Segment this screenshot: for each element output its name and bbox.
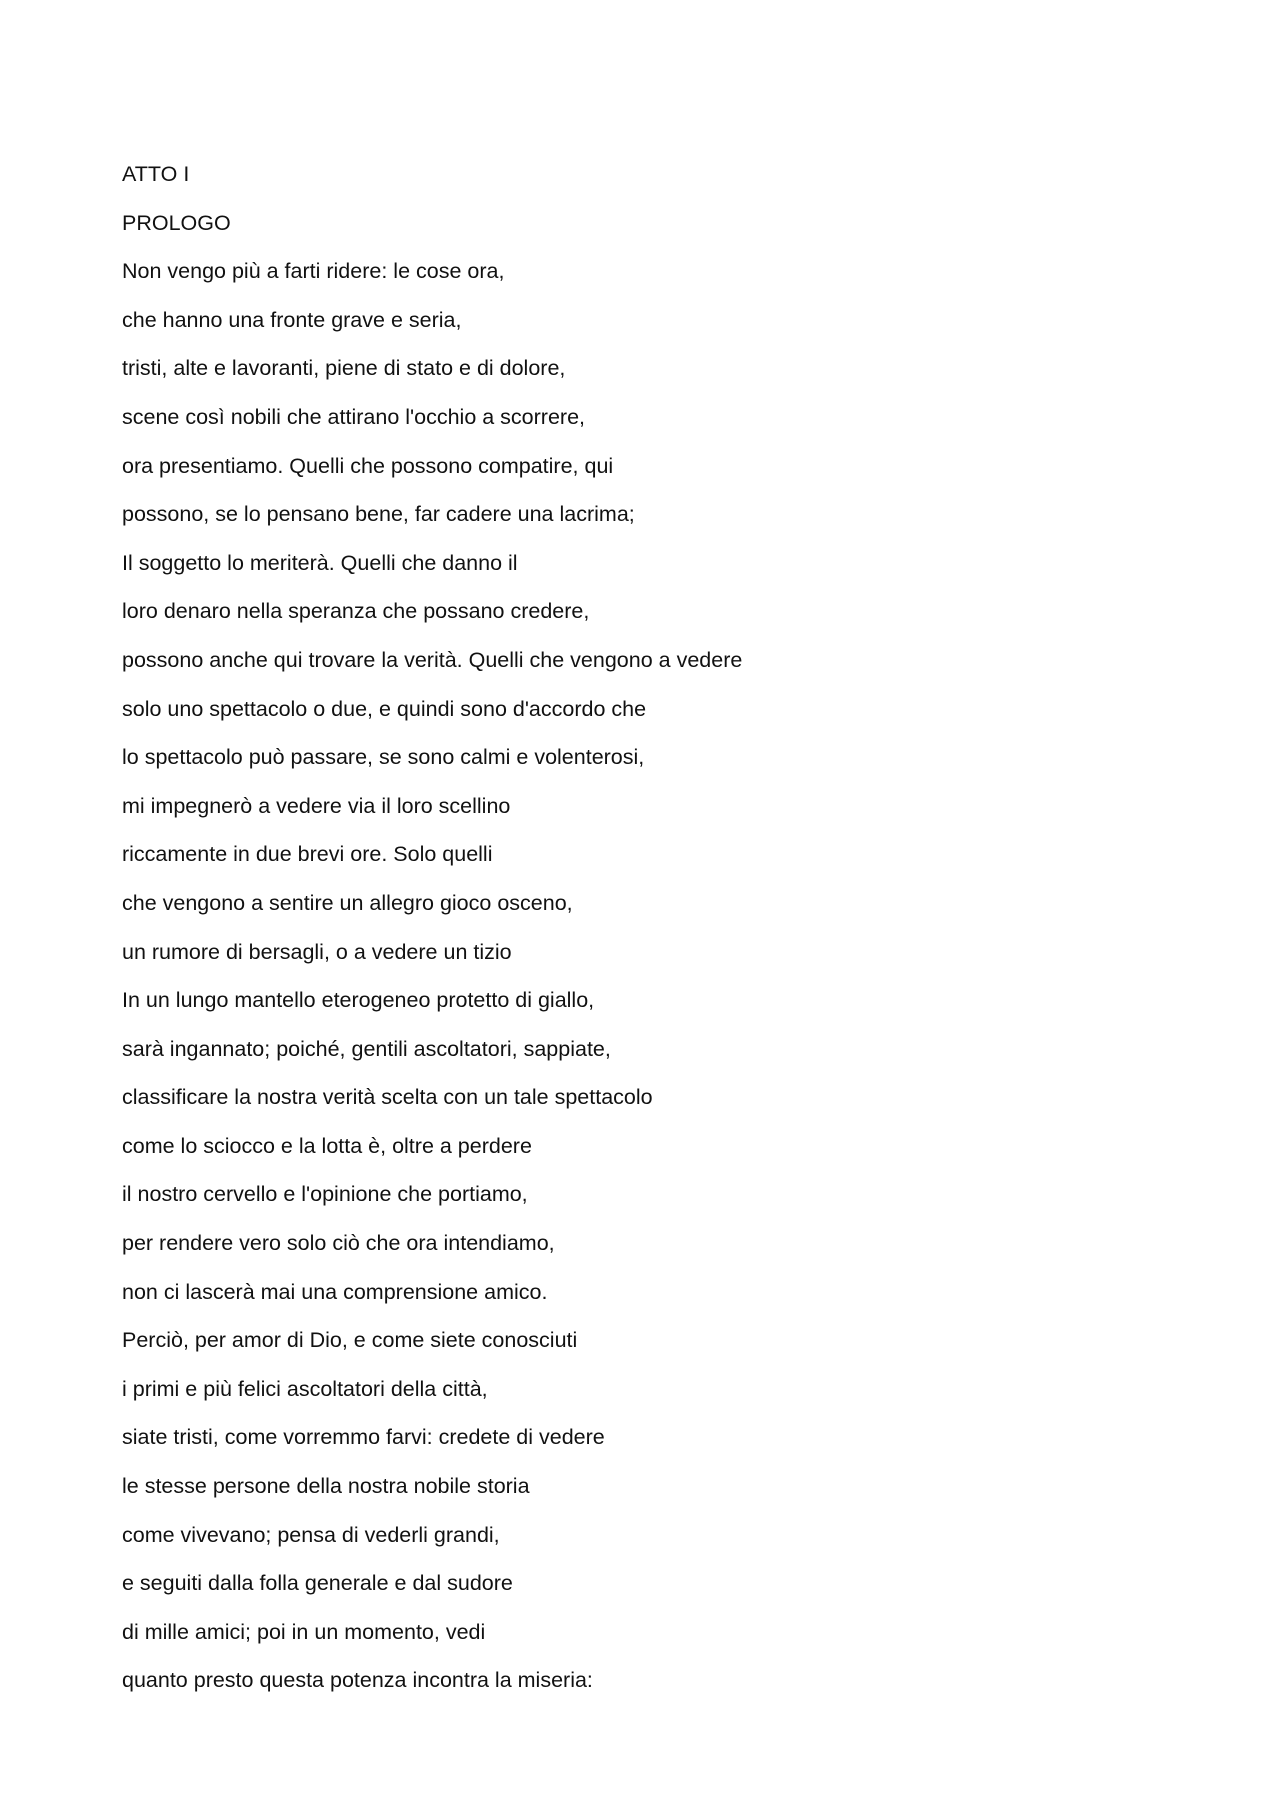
verse-line: Non vengo più a farti ridere: le cose ora, xyxy=(122,259,505,284)
verse-line: quanto presto questa potenza incontra la miseria: xyxy=(122,1668,593,1693)
verse-line: come vivevano; pensa di vederli grandi, xyxy=(122,1522,500,1547)
verse-line: che hanno una fronte grave e seria, xyxy=(122,307,462,332)
verse-line: Perciò, per amor di Dio, e come siete conosciuti xyxy=(122,1328,578,1353)
verse-line: possono anche qui trovare la verità. Quelli che vengono a vedere xyxy=(122,647,743,672)
verse-line: di mille amici; poi in un momento, vedi xyxy=(122,1619,486,1644)
verse-line: ora presentiamo. Quelli che possono compatire, qui xyxy=(122,453,614,478)
verse-line: loro denaro nella speranza che possano credere, xyxy=(122,599,590,624)
verse-line: scene così nobili che attirano l'occhio a scorrere, xyxy=(122,404,586,429)
act-heading: ATTO I xyxy=(122,162,190,186)
verse-line: solo uno spettacolo o due, e quindi sono d'accordo che xyxy=(122,696,647,721)
verse-line: tristi, alte e lavoranti, piene di stato e di dolore, xyxy=(122,356,566,381)
verse-line: che vengono a sentire un allegro gioco osceno, xyxy=(122,890,573,915)
verse-line: per rendere vero solo ciò che ora intendiamo, xyxy=(122,1231,555,1256)
verse-line: le stesse persone della nostra nobile storia xyxy=(122,1474,530,1499)
verse-line: siate tristi, come vorremmo farvi: credete di vedere xyxy=(122,1425,605,1450)
verse-line: un rumore di bersagli, o a vedere un tizio xyxy=(122,939,512,964)
verse-line: sarà ingannato; poiché, gentili ascoltatori, sappiate, xyxy=(122,1036,611,1061)
verse-line: i primi e più felici ascoltatori della città, xyxy=(122,1376,488,1401)
verse-line: classificare la nostra verità scelta con un tale spettacolo xyxy=(122,1085,653,1110)
verse-line: possono, se lo pensano bene, far cadere una lacrima; xyxy=(122,502,635,527)
verse-line: riccamente in due brevi ore. Solo quelli xyxy=(122,842,493,867)
verse-line: lo spettacolo può passare, se sono calmi e volenterosi, xyxy=(122,745,645,770)
verse-line: mi impegnerò a vedere via il loro scellino xyxy=(122,793,511,818)
verse-line: e seguiti dalla folla generale e dal sudore xyxy=(122,1571,513,1596)
document-page xyxy=(122,150,1162,1705)
verse-line: In un lungo mantello eterogeneo protetto di giallo, xyxy=(122,988,595,1013)
verse-line: Il soggetto lo meriterà. Quelli che danno il xyxy=(122,550,518,575)
verse-line: non ci lascerà mai una comprensione amico. xyxy=(122,1279,548,1304)
section-heading: PROLOGO xyxy=(122,210,231,235)
verse-line: come lo sciocco e la lotta è, oltre a perdere xyxy=(122,1133,532,1158)
verse-line: il nostro cervello e l'opinione che portiamo, xyxy=(122,1182,528,1207)
